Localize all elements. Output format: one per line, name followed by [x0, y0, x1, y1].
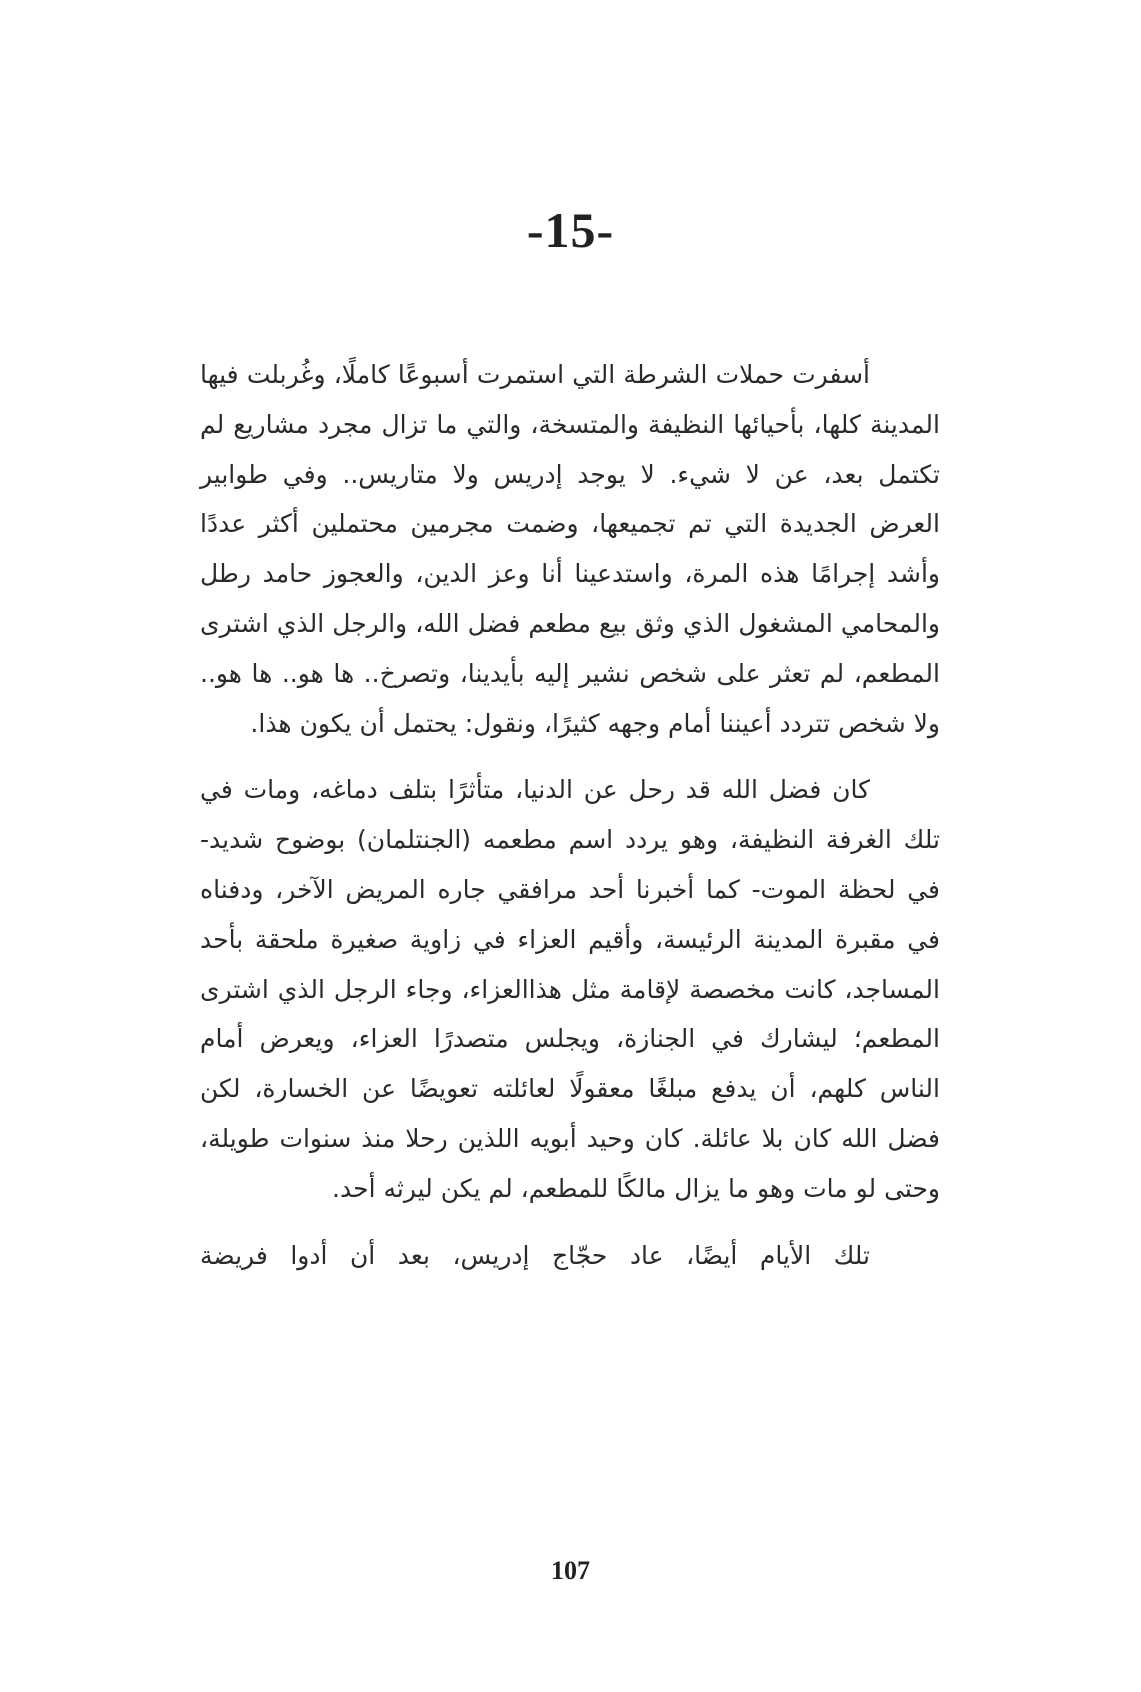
- chapter-title: -15-: [526, 202, 615, 258]
- paragraph-3: تلك الأيام أيضًا، عاد حجّاج إدريس، بعد أن أدوا فريضة: [200, 1240, 870, 1270]
- page-number: 107: [551, 1556, 590, 1585]
- paragraph-1: أسفرت حملات الشرطة التي استمرت أسبوعًا كاملًا، وغُربلت فيها المدينة كلها، بأحيائها النظيفة والمتسخة، والتي ما تزال مجرد مشاريع لم تكتمل بعد، عن لا شيء. لا يوجد إدريس ولا متاريس.. وفي طوابير العرض الجديدة التي تم تجميعها، وضمت مجرمين محتملين أكثر عددًا وأشد إجرامًا هذه المرة، واستدعينا أنا وعز الدين، والعجوز حامد رطل والمحامي المشغول الذي وثق بيع مطعم فضل الله، والرجل الذي اشترى المطعم، لم تعثر على شخص نشير إليه بأيدينا، وتصرخ.. ها هو.. ها هو.. ولا شخص تتردد أعيننا أمام وجهه كثيرًا، ونقول: يحتمل أن يكون هذا.: [200, 360, 940, 738]
- paragraph-2: كان فضل الله قد رحل عن الدنيا، متأثرًا بتلف دماغه، ومات في تلك الغرفة النظيفة، وهو يردد اسم مطعمه (الجنتلمان) بوضوح شديد- في لحظة الموت- كما أخبرنا أحد مرافقي جاره المريض الآخر، ودفناه في مقبرة المدينة الرئيسة، وأقيم العزاء في زاوية صغيرة ملحقة بأحد المساجد، كانت مخصصة لإقامة مثل هذاالعزاء، وجاء الرجل الذي اشترى المطعم؛ ليشارك في الجنازة، ويجلس متصدرًا العزاء، ويعرض أمام الناس كلهم، أن يدفع مبلغًا معقولًا لعائلته تعويضًا عن الخسارة، لكن فضل الله كان بلا عائلة. كان وحيد أبويه اللذين رحلا منذ سنوات طويلة، وحتى لو مات وهو ما يزال مالكًا للمطعم، لم يكن ليرثه أحد.: [200, 775, 940, 1203]
- body-text: [200, 350, 940, 1280]
